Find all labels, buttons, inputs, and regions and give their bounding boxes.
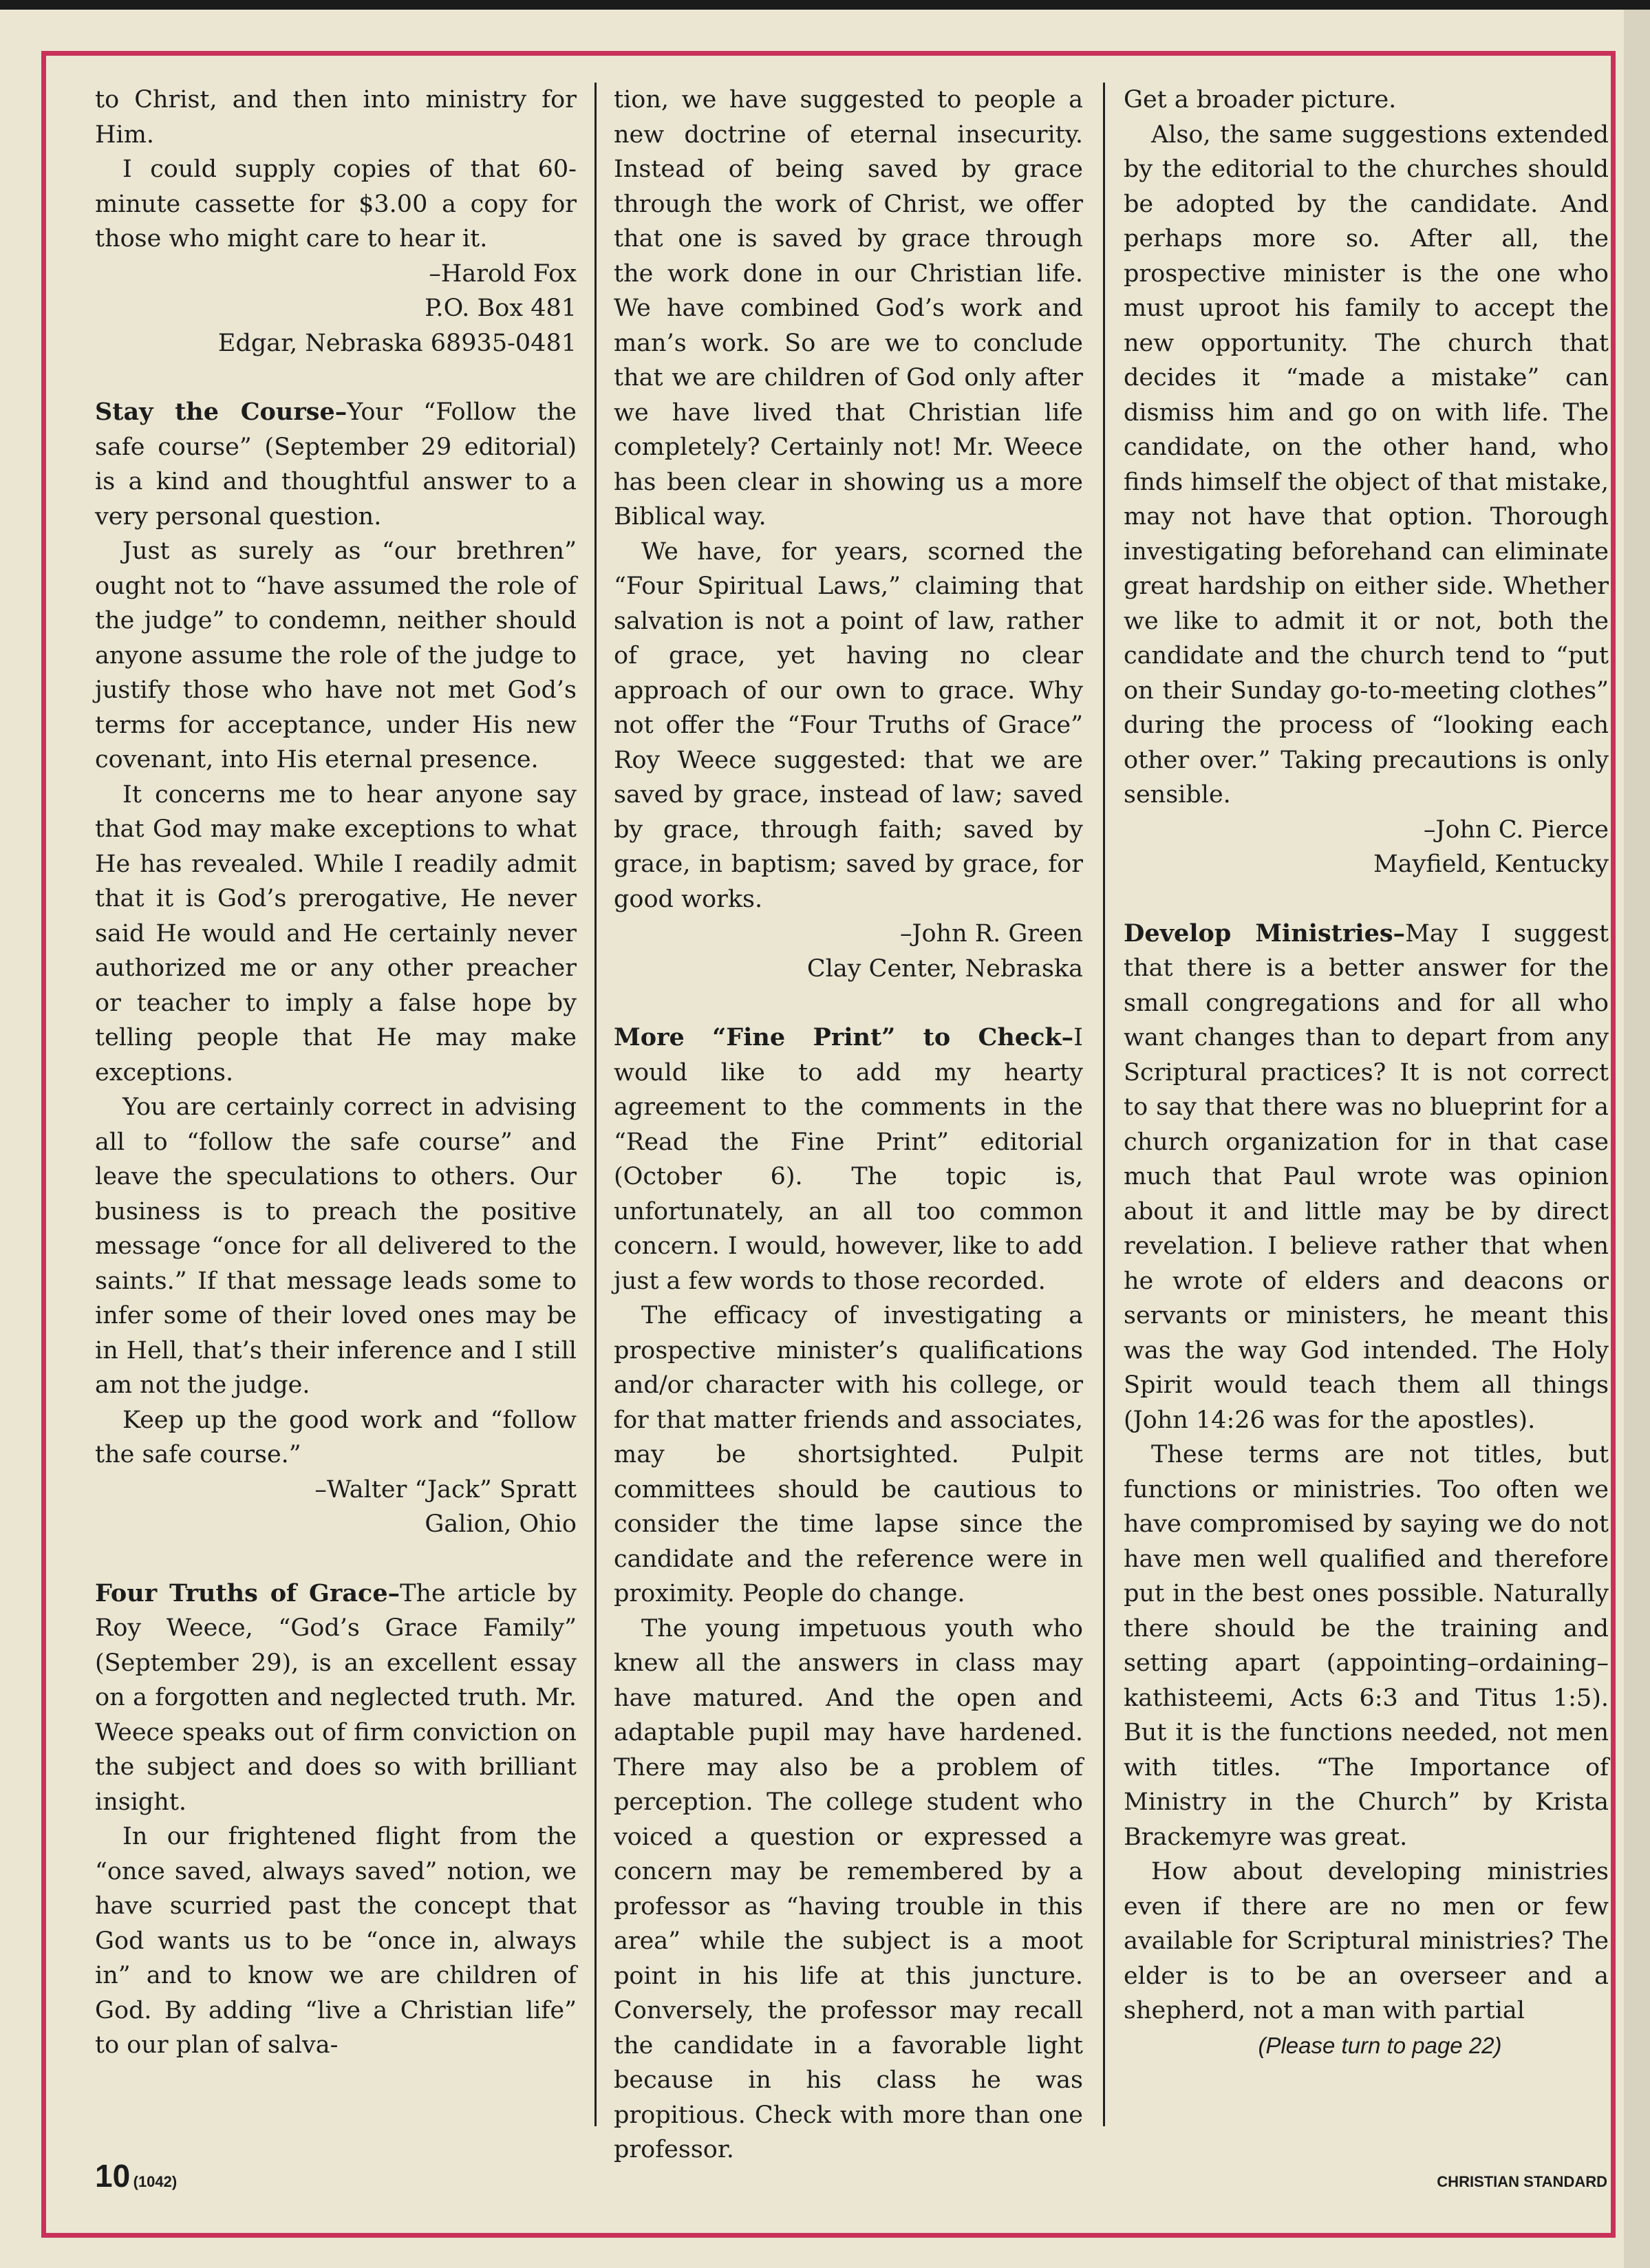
signature-name: –Walter “Jack” Spratt bbox=[314, 1475, 577, 1504]
letter-fine-print: More “Fine Print” to Check–I would like to add my hearty agreement to the comments in the “Read the Fine Print” editorial (October 6). The topic is, unfortunately, an all too common concern. I would, however, like to add just a few words to those recorded. bbox=[614, 1023, 1083, 1295]
paragraph: We have, for years, scorned the “Four Spiritual Laws,” claiming that salvation is not a point of law, rather of grace, yet having no clear approach of our own to grace. Why not offer the “Four Truths of Grace” Roy Weece suggested: that we are saved by grace, instead of law; saved by grace, through faith; saved by grace, in baptism; saved by grace, for good works. bbox=[614, 537, 1083, 913]
column-1 bbox=[95, 83, 577, 2154]
letter-four-truths: Four Truths of Grace–The article by Roy Weece, “God’s Grace Family” (September 29), is an excellent essay on a forgotten and neglected truth. Mr. Weece speaks out of firm conviction on the subject and does so with brilliant insight. bbox=[95, 1579, 577, 1816]
column-3 bbox=[1124, 83, 1609, 2154]
letter-stay-the-course: Stay the Course–Your “Follow the safe course” (September 29 editorial) is a kind and thoughtful answer to a very personal question. bbox=[95, 398, 577, 531]
column-rule-1 bbox=[594, 83, 597, 2126]
paragraph: I could supply copies of that 60-minute cassette for $3.00 a copy for those who might care to hear it. bbox=[95, 156, 577, 253]
column-rule-2 bbox=[1103, 83, 1105, 2126]
paragraph: Also, the same suggestions extended by the editorial to the churches should be adopted by the candidate. And perhaps more so. After all, the prospective minister is the one who must uproot his family to accept the new opportunity. The church that decides it “made a mistake” can dismiss him and go on with life. The candidate, on the other hand, who finds himself the object of that mistake, may not have that option. Thorough investigating beforehand can eliminate great hardship on either side. Whether we like to admit it or not, both the candidate and the church tend to “put on their Sunday go-to-meeting clothes” during the process of “looking each other over.” Taking precautions is only sensible. bbox=[1124, 120, 1609, 809]
paragraph: It concerns me to hear anyone say that God may make exceptions to what He has revealed. While I readily admit that it is God’s prerogative, He never said He would and He certainly never authorized me or any other preacher or teacher to imply a false hope by telling people that He may make exceptions. bbox=[95, 780, 577, 1087]
paragraph: The young impetuous youth who knew all the answers in class may have matured. And the open and adaptable pupil may have hardened. There may also be a problem of perception. The college student who voiced a question or expressed a concern may be remembered by a professor as “having trouble in this area” while the subject is a moot point in his life at this juncture. Conversely, the professor may recall the candidate in a favorable light because in his class he was propitious. Check with more than one professor. bbox=[614, 1614, 1083, 2163]
paragraph: Just as surely as “our brethren” ought not to “have assumed the role of the judge” to condemn, neither should anyone assume the role of the judge to justify those who have not met God’s terms for acceptance, under His new covenant, into His eternal presence. bbox=[95, 537, 577, 773]
signature-name: –Harold Fox bbox=[429, 259, 577, 288]
paragraph: Keep up the good work and “follow the safe course.” bbox=[95, 1406, 577, 1468]
paragraph: How about developing ministries even if there are no men or few available for Scriptural ministries? The elder is to be an overseer and a shepherd, not a man with partial bbox=[1124, 1858, 1609, 2024]
paragraph: The efficacy of investigating a prospective minister’s qualifications and/or character with his college, or for that matter friends and associates, may be shortsighted. Pulpit committees should be cautious to consider the time lapse since the candidate and the reference were in proximity. People do change. bbox=[614, 1302, 1083, 1607]
signature-address: P.O. Box 481 bbox=[425, 295, 577, 322]
scan-top-edge bbox=[0, 0, 1650, 10]
letter-develop-ministries: Develop Ministries–May I suggest that there is a better answer for the small congregations and for all who want changes than to depart from any Scriptural practices? It is not correct to say that there was no blueprint for a church organization for in that case much that Paul wrote was opinion about it and little may be by direct revelation. I believe rather that when he wrote of elders and deacons or servants or ministers, he meant this was the way God intended. The Holy Spirit would teach them all things (John 14:26 was for the apostles). bbox=[1124, 919, 1609, 1434]
letter-continuation: tion, we have suggested to people a new doctrine of eternal insecurity. Instead of being saved by grace through the work of Christ, we offer that one is saved by grace through the work done in our Christian life. We have combined God’s work and man’s work. So are we to conclude that we are children of God only after we have lived that Christian life completely? Certainly not! Mr. Weece has been clear in showing us a more Biblical way. bbox=[614, 86, 1083, 531]
letter-heading: Develop Ministries– bbox=[1124, 919, 1406, 948]
column-2 bbox=[614, 83, 1083, 2163]
continued-notice: (Please turn to page 22) bbox=[1258, 2032, 1502, 2058]
signature-city: Galion, Ohio bbox=[425, 1510, 577, 1538]
letter-heading: Stay the Course– bbox=[95, 398, 347, 426]
letter-heading: Four Truths of Grace– bbox=[95, 1579, 400, 1607]
page-sub-number: (1042) bbox=[133, 2173, 178, 2190]
signature-city: Clay Center, Nebraska bbox=[806, 954, 1083, 983]
letter-continuation: to Christ, and then into ministry for Him. bbox=[95, 86, 577, 149]
publication-name: CHRISTIAN STANDARD bbox=[1437, 2173, 1607, 2190]
page-number: 10 bbox=[95, 2158, 131, 2194]
signature-city: Edgar, Nebraska 68935-0481 bbox=[217, 329, 577, 357]
signature-city: Mayfield, Kentucky bbox=[1373, 850, 1609, 878]
page-folio bbox=[95, 2157, 177, 2194]
letter-continuation: Get a broader picture. bbox=[1124, 86, 1397, 114]
signature-name: –John C. Pierce bbox=[1423, 815, 1609, 844]
paragraph: In our frightened flight from the “once saved, always saved” notion, we have scurried past the concept that God wants us to be “once in, always in” and to know we are children of God. By adding “live a Christian life” to our plan of salva- bbox=[95, 1823, 577, 2059]
paragraph: These terms are not titles, but functions or ministries. Too often we have compromised by saying we do not have men well qualified and therefore put in the best ones possible. Naturally there should be the training and setting apart (appointing–ordaining–kathisteemi, Acts 6:3 and Titus 1:5). But it is the functions needed, not men with titles. “The Importance of Ministry in the Church” by Krista Brackemyre was great. bbox=[1124, 1441, 1609, 1851]
paragraph: You are certainly correct in advising all to “follow the safe course” and leave the speculations to others. Our business is to preach the positive message “once for all delivered to the saints.” If that message leads some to infer some of their loved ones may be in Hell, that’s their inference and I still am not the judge. bbox=[95, 1093, 577, 1399]
letter-heading: More “Fine Print” to Check– bbox=[614, 1023, 1074, 1051]
signature-name: –John R. Green bbox=[899, 920, 1083, 948]
